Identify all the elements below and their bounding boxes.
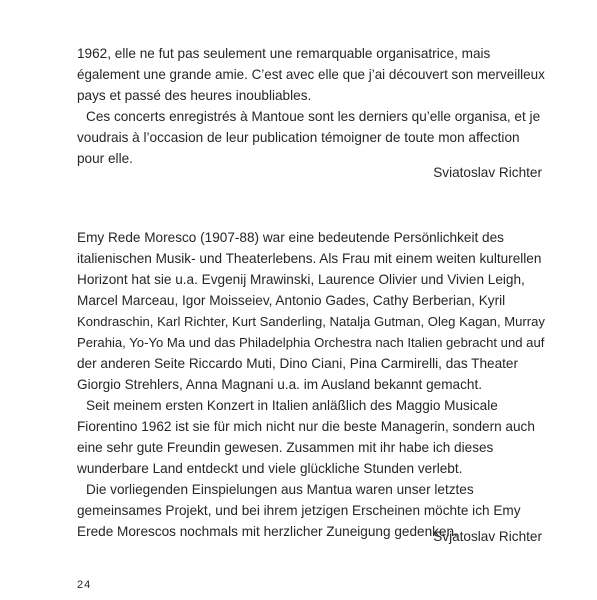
french-signature: Sviatoslav Richter [433,165,542,180]
text-line: également une grande amie. C’est avec elle que j’ai découvert son merveilleux [77,67,545,82]
text-line: Giorgio Strehlers, Anna Magnani u.a. im Ausland bekannt gemacht. [77,377,483,392]
text-line: Ces concerts enregistrés à Mantoue sont les derniers qu’elle organisa, et je [86,109,541,124]
german-signature: Svjatoslav Richter [433,529,542,544]
text-line: Kondraschin, Karl Richter, Kurt Sanderling, Natalja Gutman, Oleg Kagan, Murray [77,314,545,329]
text-line: Die vorliegenden Einspielungen aus Mantua waren unser letztes [86,482,474,497]
text-line: Marcel Marceau, Igor Moisseiev, Antonio Gades, Cathy Berberian, Kyril [77,293,506,308]
text-line: italienischen Musik- und Theaterlebens. Als Frau mit einem weiten kulturellen [77,251,542,266]
text-line: Perahia, Yo-Yo Ma und das Philadelphia Orchestra nach Italien gebracht und auf [77,335,545,350]
text-line: eine sehr gute Freundin gewesen. Zusammen mit ihr habe ich dieses [77,440,494,455]
text-line: 1962, elle ne fut pas seulement une remarquable organisatrice, mais [77,46,491,61]
text-line: Erede Morescos nochmals mit herzlicher Zuneigung gedenken. [77,524,458,539]
page-number: 24 [77,579,92,591]
text-line: Horizont hat sie u.a. Evgenij Mrawinski, Laurence Olivier und Vivien Leigh, [77,272,525,287]
text-line: Fiorentino 1962 ist sie für mich nicht nur die beste Managerin, sondern auch [77,419,535,434]
text-line: Emy Rede Moresco (1907-88) war eine bedeutende Persönlichkeit des [77,230,504,245]
text-line: pour elle. [77,151,133,166]
text-line: der anderen Seite Riccardo Muti, Dino Ciani, Pina Carmirelli, das Theater [77,356,518,371]
text-line: voudrais à l’occasion de leur publication témoigner de toute mon affection [77,130,520,145]
text-line: pays et passé des heures inoubliables. [77,88,312,103]
text-line: Seit meinem ersten Konzert in Italien anläßlich des Maggio Musicale [86,398,498,413]
text-line: wunderbare Land entdeckt und viele glückliche Stunden verlebt. [77,461,463,476]
text-line: gemeinsames Projekt, und bei ihrem jetzigen Erscheinen möchte ich Emy [77,503,521,518]
